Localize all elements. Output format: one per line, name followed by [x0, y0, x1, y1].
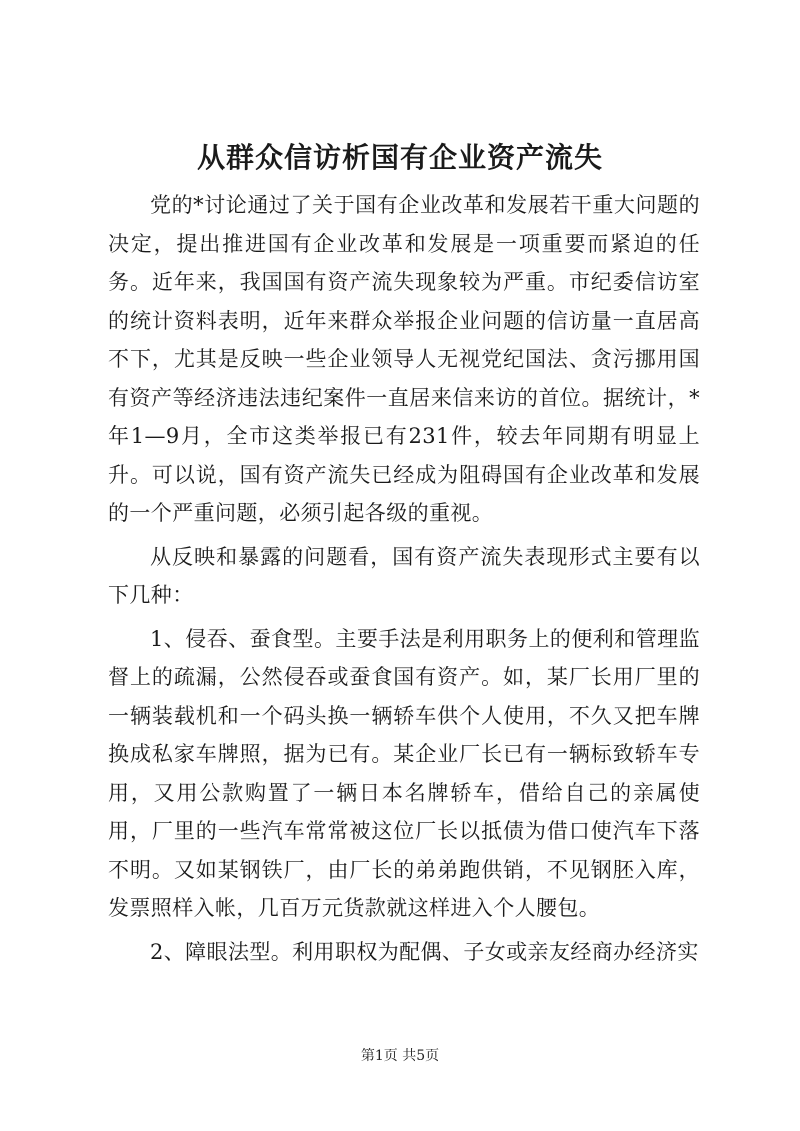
paragraph-intro: 党的*讨论通过了关于国有企业改革和发展若干重大问题的决定，提出推进国有企业改革和发展是一项重要而紧迫的任务。近年来，我国国有资产流失现象较为严重。市纪委信访室的统计资料表明，近年来群众举报企业问题的信访量一直居高不下，尤其是反映一些企业领导人无视党纪国法、贪污挪用国有资产等经济违法违纪案件一直居来信来访的首位。据统计，*年1—9月，全市这类举报已有231件，较去年同期有明显上升。可以说，国有资产流失已经成为阻碍国有企业改革和发展的一个严重问题，必须引起各级的重视。	[108, 193, 700, 525]
paragraph-forms-lead: 从反映和暴露的问题看，国有资产流失表现形式主要有以下几种：	[108, 544, 700, 607]
document-body	[108, 186, 700, 976]
paragraph-type-1: 1、侵吞、蚕食型。主要手法是利用职务上的便利和管理监督上的疏漏，公然侵吞或蚕食国有资产。如，某厂长用厂里的一辆装载机和一个码头换一辆轿车供个人使用，不久又把车牌换成私家车牌照，据为已有。某企业厂长已有一辆标致轿车专用，又用公款购置了一辆日本名牌轿车，借给自己的亲属使用，厂里的一些汽车常常被这位厂长以抵债为借口使汽车下落不明。又如某钢铁厂，由厂长的弟弟跑供销，不见钢胚入库，发票照样入帐，几百万元货款就这样进入个人腰包。	[108, 626, 700, 920]
paragraph-type-2: 2、障眼法型。利用职权为配偶、子女或亲友经商办经济实	[150, 939, 699, 964]
document-title: 从群众信访析国有企业资产流失	[196, 141, 603, 174]
page-footer: 第1页 共5页	[360, 1048, 440, 1064]
